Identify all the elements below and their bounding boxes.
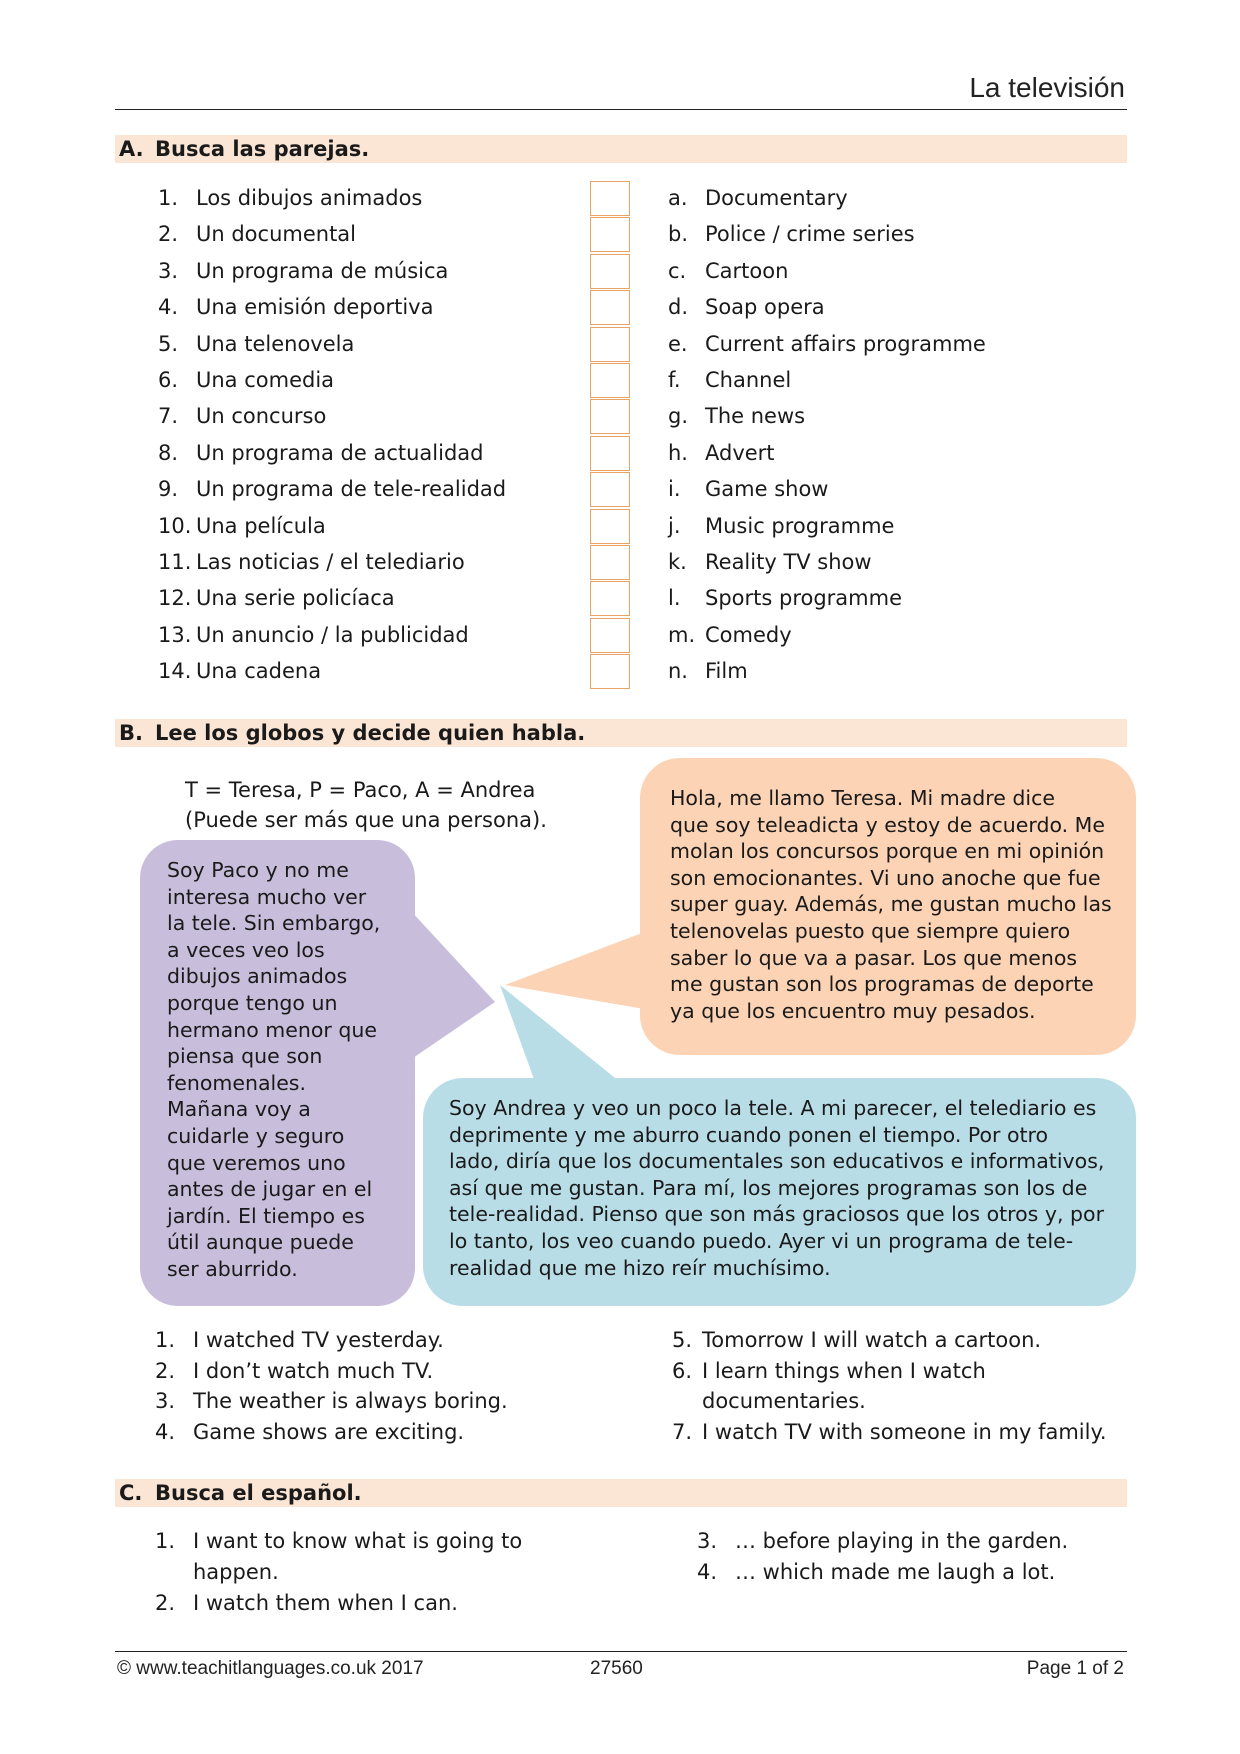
paco-speech-bubble bbox=[140, 840, 415, 1306]
bubble-text-line: lado, diría que los documentales son educativos e informativos, bbox=[449, 1149, 1105, 1174]
phrase-number: 3. bbox=[697, 1529, 718, 1553]
item-number: 3. bbox=[158, 258, 179, 283]
bubble-text-line: Soy Andrea y veo un poco la tele. A mi parecer, el telediario es bbox=[449, 1096, 1097, 1120]
item-letter: a. bbox=[668, 186, 688, 210]
section-c-letter: C. bbox=[119, 1481, 143, 1505]
section-b-letter: B. bbox=[119, 721, 143, 745]
item-letter: m. bbox=[668, 622, 696, 647]
phrase-number: 2. bbox=[155, 1591, 176, 1615]
statement-text: I learn things when I watch bbox=[702, 1358, 986, 1383]
item-number: 12. bbox=[158, 586, 192, 611]
bubble-text-line: que soy teleadicta y estoy de acuerdo. Me bbox=[670, 812, 1105, 837]
statement-number: 6. bbox=[672, 1358, 693, 1383]
statement-number: 3. bbox=[155, 1389, 176, 1413]
item-letter: g. bbox=[668, 404, 689, 429]
term-text: Reality TV show bbox=[705, 550, 872, 574]
term-text: Las noticias / el telediario bbox=[196, 550, 465, 574]
bubble-text-line: lo tanto, los veo cuando puedo. Ayer vi un programa de tele- bbox=[449, 1228, 1074, 1253]
item-number: 8. bbox=[158, 440, 179, 465]
bubble-text-line: dibujos animados bbox=[167, 964, 348, 989]
bubble-text-line: la tele. Sin embargo, bbox=[167, 911, 381, 936]
term-text: Una cadena bbox=[196, 659, 322, 684]
statement-text: documentaries. bbox=[702, 1389, 866, 1413]
item-number: 2. bbox=[158, 222, 179, 247]
term-text: Police / crime series bbox=[705, 222, 915, 247]
term-text: Comedy bbox=[705, 622, 792, 647]
section-a-title: Busca las parejas. bbox=[155, 137, 370, 161]
term-text: Current affairs programme bbox=[705, 331, 986, 356]
footer-page-number: Page 1 of 2 bbox=[1026, 1658, 1124, 1679]
item-number: 10. bbox=[158, 513, 192, 538]
phrase-number: 1. bbox=[155, 1529, 176, 1553]
phrase-text: I want to know what is going to bbox=[193, 1529, 523, 1553]
item-letter: k. bbox=[668, 550, 687, 574]
phrase-text: I watch them when I can. bbox=[193, 1591, 458, 1615]
section-c-heading bbox=[115, 1479, 1127, 1507]
item-letter: f. bbox=[668, 368, 681, 392]
item-number: 4. bbox=[158, 295, 179, 320]
teresa-bubble-tail bbox=[505, 930, 650, 1010]
term-text: Sports programme bbox=[705, 586, 903, 611]
statement-number: 7. bbox=[672, 1419, 693, 1444]
phrase-text: … which made me laugh a lot. bbox=[735, 1560, 1056, 1584]
bubble-text-line: Soy Paco y no me bbox=[167, 858, 349, 882]
item-letter: i. bbox=[668, 477, 681, 502]
term-text: Un programa de tele-realidad bbox=[196, 477, 507, 502]
bubble-text-line: piensa que son bbox=[167, 1044, 323, 1069]
item-number: 6. bbox=[158, 368, 179, 392]
term-text: Un documental bbox=[196, 222, 357, 247]
item-letter: h. bbox=[668, 440, 688, 465]
term-text: Cartoon bbox=[705, 258, 789, 283]
bubble-text-line: molan los concursos porque en mi opinión bbox=[670, 839, 1105, 864]
bubble-text-line: tele-realidad. Pienso que son más graciosos que los otros y, por bbox=[449, 1202, 1105, 1227]
paco-bubble-tail bbox=[410, 910, 495, 1060]
item-letter: e. bbox=[668, 331, 688, 356]
bubble-text-line: son emocionantes. Vi uno anoche que fue bbox=[670, 865, 1101, 890]
footer-code: 27560 bbox=[590, 1658, 643, 1679]
footer-rule bbox=[115, 1651, 1127, 1652]
bubble-text-line: porque tengo un bbox=[167, 990, 338, 1015]
section-c-title: Busca el español. bbox=[155, 1481, 362, 1505]
statement-text: Game shows are exciting. bbox=[193, 1419, 465, 1444]
item-number: 11. bbox=[158, 550, 192, 574]
bubble-text-line: jardín. El tiempo es bbox=[167, 1203, 365, 1228]
bubble-text-line: Hola, me llamo Teresa. Mi madre dice bbox=[670, 786, 1055, 810]
statement-number: 4. bbox=[155, 1419, 176, 1444]
bubble-text-line: telenovelas puesto que siempre quiero bbox=[670, 918, 1071, 943]
item-letter: l. bbox=[668, 586, 681, 611]
item-letter: d. bbox=[668, 295, 689, 320]
term-text: Soap opera bbox=[705, 295, 825, 320]
term-text: Un anuncio / la publicidad bbox=[196, 622, 469, 647]
statement-number: 2. bbox=[155, 1358, 176, 1383]
bubble-text-line: hermano menor que bbox=[167, 1017, 377, 1042]
phrase-text: … before playing in the garden. bbox=[735, 1529, 1069, 1553]
item-number: 7. bbox=[158, 404, 179, 429]
section-b-title: Lee los globos y decide quien habla. bbox=[155, 721, 586, 745]
item-letter: j. bbox=[668, 513, 681, 538]
bubble-text-line: interesa mucho ver bbox=[167, 884, 367, 909]
statement-text: Tomorrow I will watch a cartoon. bbox=[702, 1328, 1042, 1352]
bubble-text-line: ser aburrido. bbox=[167, 1256, 298, 1281]
term-text: The news bbox=[705, 404, 806, 429]
speaker-key-line: T = Teresa, P = Paco, A = Andrea bbox=[185, 778, 536, 802]
item-number: 14. bbox=[158, 659, 192, 684]
bubble-text-line: deprimente y me aburro cuando ponen el tiempo. Por otro bbox=[449, 1122, 1049, 1147]
statement-text: I don’t watch much TV. bbox=[193, 1358, 434, 1383]
andrea-speech-bubble bbox=[423, 1078, 1136, 1306]
item-number: 5. bbox=[158, 331, 179, 356]
footer-copyright: © www.teachitlanguages.co.uk 2017 bbox=[117, 1658, 424, 1679]
term-text: Film bbox=[705, 659, 748, 684]
term-text: Una comedia bbox=[196, 368, 335, 392]
statement-text: I watched TV yesterday. bbox=[193, 1328, 444, 1352]
term-text: Un concurso bbox=[196, 404, 327, 429]
phrase-text: happen. bbox=[193, 1560, 279, 1584]
statement-number: 5. bbox=[672, 1328, 693, 1352]
bubble-text-line: útil aunque puede bbox=[167, 1230, 354, 1255]
bubble-text-line: antes de jugar en el bbox=[167, 1177, 373, 1202]
statement-number: 1. bbox=[155, 1328, 176, 1352]
bubble-text-line: así que me gustan. Para mí, los mejores programas son los de bbox=[449, 1175, 1088, 1200]
teresa-speech-bubble bbox=[640, 758, 1136, 1055]
statement-text: I watch TV with someone in my family. bbox=[702, 1419, 1107, 1444]
item-letter: n. bbox=[668, 659, 688, 684]
bubble-text-line: cuidarle y seguro bbox=[167, 1123, 345, 1148]
term-text: Un programa de actualidad bbox=[196, 440, 484, 465]
phrase-number: 4. bbox=[697, 1560, 718, 1584]
item-number: 1. bbox=[158, 186, 179, 210]
term-text: Music programme bbox=[705, 513, 895, 538]
item-number: 13. bbox=[158, 622, 192, 647]
term-text: Game show bbox=[705, 477, 829, 502]
term-text: Una emisión deportiva bbox=[196, 295, 434, 320]
section-a-letter: A. bbox=[119, 137, 144, 161]
bubble-text-line: fenomenales. bbox=[167, 1070, 307, 1095]
term-text: Una serie policíaca bbox=[196, 586, 395, 611]
speaker-key-note: (Puede ser más que una persona). bbox=[185, 808, 547, 832]
bubble-text-line: que veremos uno bbox=[167, 1150, 346, 1175]
term-text: Un programa de música bbox=[196, 258, 449, 283]
item-number: 9. bbox=[158, 477, 179, 502]
bubble-text-line: realidad que me hizo reír muchísimo. bbox=[449, 1255, 831, 1280]
bubble-text-line: me gustan son los programas de deporte bbox=[670, 972, 1094, 997]
term-text: Los dibujos animados bbox=[196, 186, 423, 210]
item-letter: c. bbox=[668, 258, 687, 283]
bubble-text-line: saber lo que va a pasar. Los que menos bbox=[670, 945, 1078, 970]
term-text: Advert bbox=[705, 440, 775, 465]
bubble-text-line: super guay. Además, me gustan mucho las bbox=[670, 892, 1112, 917]
term-text: Una película bbox=[196, 513, 326, 538]
term-text: Channel bbox=[705, 368, 792, 392]
bubble-text-line: Mañana voy a bbox=[167, 1097, 311, 1122]
term-text: Documentary bbox=[705, 186, 848, 210]
statement-text: The weather is always boring. bbox=[193, 1389, 508, 1413]
bubble-text-line: ya que los encuentro muy pesados. bbox=[670, 998, 1036, 1023]
bubble-text-line: a veces veo los bbox=[167, 937, 325, 962]
item-letter: b. bbox=[668, 222, 689, 247]
page-title: La televisión bbox=[969, 72, 1125, 103]
term-text: Una telenovela bbox=[196, 331, 355, 356]
